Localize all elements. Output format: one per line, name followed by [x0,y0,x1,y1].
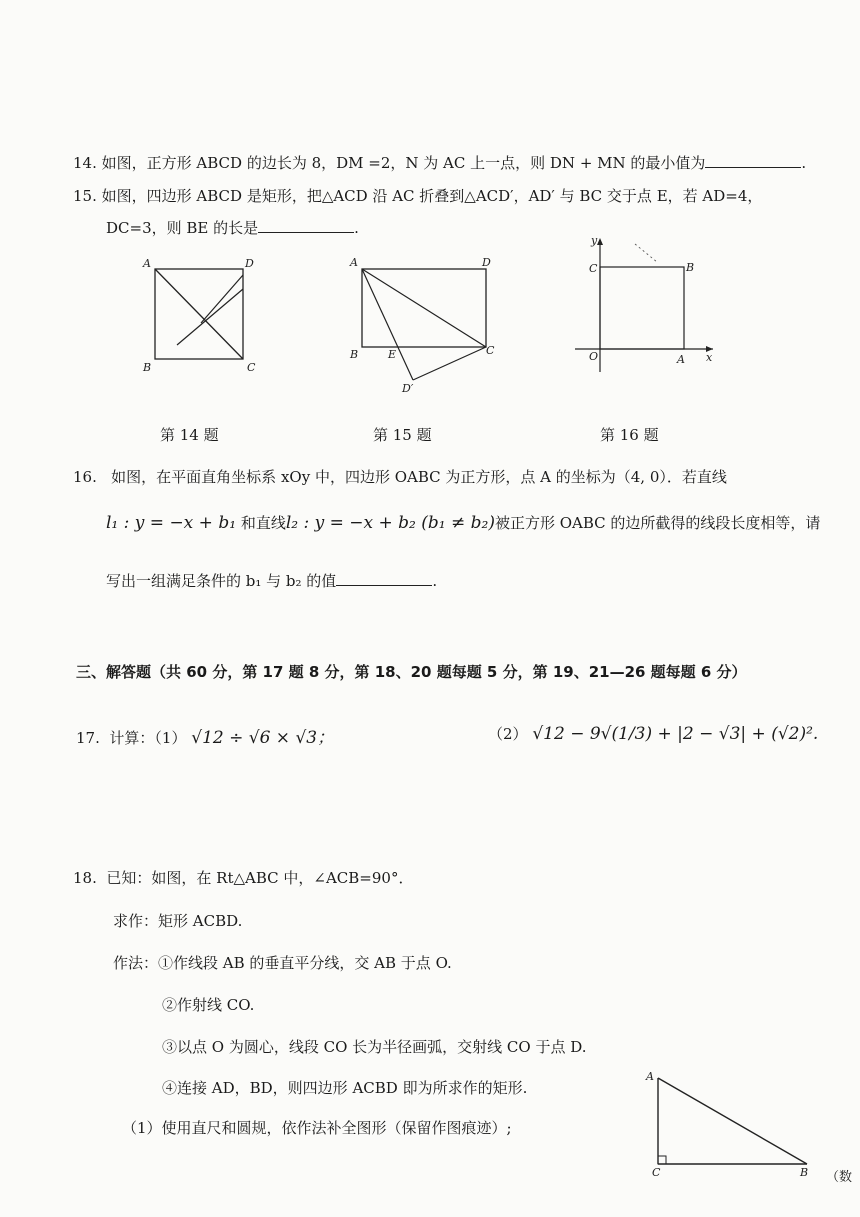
period: . [432,572,438,590]
fig18-label-B: B [800,1166,809,1179]
question-17-label: 计算：（1） [109,729,187,747]
question-16-line1 [73,466,727,487]
question-15-text-2: DC=3，则 BE 的长是 [106,219,259,237]
fig14-label-A: A [143,257,151,270]
question-18-ask: 求作：矩形 ACBD. [113,912,243,930]
question-14 [73,152,806,173]
question-16-text: 如图，在平面直角坐标系 xOy 中，四边形 OABC 为正方形，点 A 的坐标为（4, 0）．若直线 [111,468,727,486]
fig15-label-C: C [486,344,495,357]
period: . [801,154,807,172]
question-16-connector: 和直线 [240,514,286,532]
question-18-step2: ②作射线 CO. [162,996,255,1014]
question-18-sub1: （1）使用直尺和圆规，依作法补全图形（保留作图痕迹）; [122,1119,512,1137]
answer-blank-15[interactable] [258,220,354,233]
question-16-text-2: 被正方形 OABC 的边所截得的线段长度相等，请 [494,514,821,532]
fig16-label-y: y [591,234,598,247]
question-18-step1 [113,952,452,973]
question-15-line2 [106,217,359,238]
line-l2-equation: l₂ : y = −x + b₂ (b₁ ≠ b₂) [285,513,495,533]
fig18-label-C: C [652,1166,661,1179]
line-l1-equation: l₁ : y = −x + b₁ [106,513,237,533]
question-15-text: 如图，四边形 ABCD 是矩形，把△ACD 沿 AC 折叠到△ACD′，AD′ 与 BC 交于点 E，若 AD=4， [101,187,763,205]
fig15-label-B: B [350,348,359,361]
question-18-step3: ③以点 O 为圆心，线段 CO 长为半径画弧，交射线 CO 于点 D. [162,1038,587,1056]
question-18-step4: ④连接 AD，BD，则四边形 ACBD 即为所求作的矩形. [162,1079,528,1097]
fig16-label-C: C [589,262,598,275]
fig15-label-D-prime: D′ [402,382,414,395]
fig16-label-x: x [706,351,713,364]
section-3-heading: 三、解答题（共 60 分，第 17 题 8 分，第 18、20 题每题 5 分，第 19、21—26 题每题 6 分） [76,663,747,681]
period: . [354,219,359,237]
question-18-number: 18. [73,869,97,887]
question-18-given-text: 已知：如图，在 Rt△ABC 中，∠ACB=90°． [106,869,414,887]
answer-blank-16[interactable] [336,573,432,586]
question-17-part2 [488,723,818,744]
question-16-number: 16. [73,468,97,486]
question-16-line2 [106,512,820,533]
question-17-number: 17. [76,729,100,747]
step-1: ①作线段 AB 的垂直平分线，交 AB 于点 O. [158,954,452,972]
question-17-label-2: （2） [488,725,528,743]
question-17 [76,723,334,748]
fig16-label-B: B [686,261,695,274]
fig15-label-D: D [482,256,491,269]
question-14-text: 如图，正方形 ABCD 的边长为 8，DM =2，N 为 AC 上一点，则 DN + MN 的最小值为 [101,154,706,172]
expression-2: √12 − 9√(1/3) + |2 − √3| + (√2)². [532,724,819,744]
fig16-label-A: A [677,353,685,366]
figure-15 [340,252,510,397]
question-15-number: 15. [73,187,97,205]
caption-fig15: 第 15 题 [373,426,432,444]
fig14-label-B: B [143,361,152,374]
method-label: 作法： [113,954,159,972]
edge-text: （数 [826,1170,853,1185]
question-18-given [73,867,413,888]
fig15-label-E: E [388,348,397,361]
question-16-text-3: 写出一组满足条件的 b₁ 与 b₂ 的值 [106,572,337,590]
question-14-number: 14. [73,154,97,172]
figure-14 [135,255,270,385]
figure-18 [642,1064,834,1184]
fig15-label-A: A [350,256,358,269]
question-16-line3 [106,570,437,591]
caption-fig16: 第 16 题 [600,426,659,444]
fig14-label-D: D [245,257,254,270]
answer-blank-14[interactable] [705,155,801,168]
question-15-line1 [73,185,762,206]
fig16-label-O: O [589,350,599,363]
fig14-label-C: C [247,361,256,374]
figure-16 [565,232,725,377]
caption-fig14: 第 14 题 [160,426,219,444]
fig18-label-A: A [646,1070,654,1083]
expression-1: √12 ÷ √6 × √3； [191,728,335,748]
